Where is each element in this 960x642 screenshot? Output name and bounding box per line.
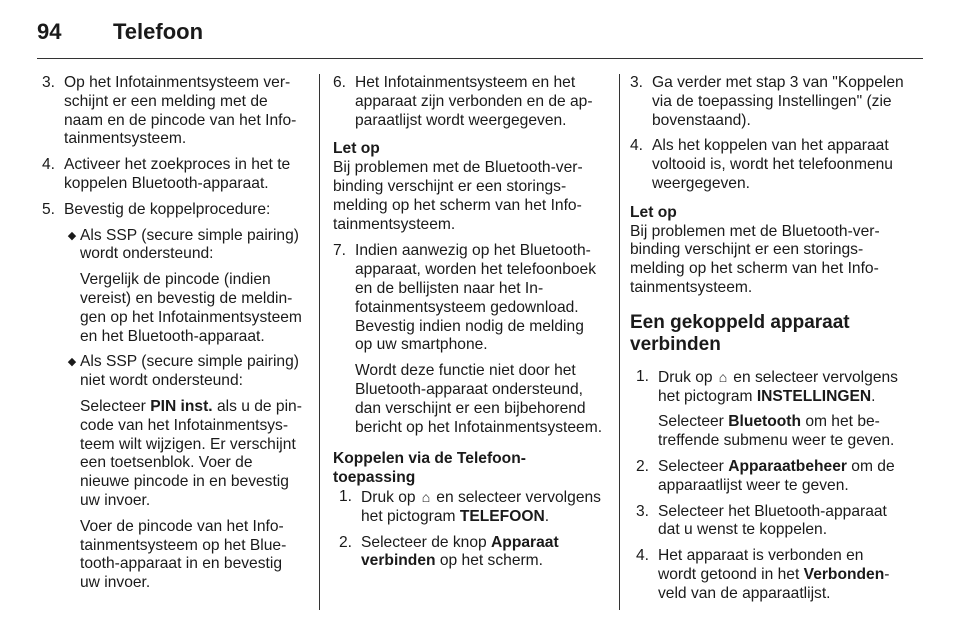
step-text: Het apparaat is verbonden en wordt getoond in het Verbonden-veld van de apparaatlijst. <box>658 547 890 602</box>
step-number: 4. <box>42 156 56 174</box>
step-4 <box>630 137 904 193</box>
step-number: 5. <box>42 200 56 218</box>
step-number: 2. <box>339 533 353 551</box>
step-number: 1. <box>339 487 353 505</box>
bullet-subtext: Vergelijk de pincode (indien vereist) en bevestig de meldingen op het Infotainmentsysteem en het Bluetooth-apparaat. <box>80 271 302 345</box>
page-title: Telefoon <box>113 19 204 44</box>
diamond-bullet-icon: ◆ <box>67 229 77 242</box>
step-number: 2. <box>636 457 650 475</box>
note-box <box>630 204 904 298</box>
note-title: Let op <box>333 140 380 158</box>
koppel-step-2 <box>339 534 605 572</box>
note-text: Bij problemen met de Bluetooth-verbinding verschijnt er een storingsmelding op het scherm van het Infotainmentsysteem. <box>333 159 583 233</box>
step-number: 6. <box>333 74 347 91</box>
step-subtext: Selecteer Bluetooth om het betreffende submenu weer te geven. <box>658 413 895 450</box>
home-icon: ⌂ <box>718 368 728 385</box>
bullet-text: Als SSP (secure simple pairing) niet wordt ondersteund: <box>80 353 299 390</box>
step-text: Selecteer het Bluetooth-apparaat dat u wenst te koppelen. <box>658 502 887 539</box>
step-7 <box>333 242 605 437</box>
step-5 <box>42 201 304 593</box>
step-number: 7. <box>333 242 347 260</box>
bullet-subtext: Selecteer PIN inst. als u de pincode van het Infotainmentsysteem wilt wijzigen. Er verschijnt een toetsenblok. Voer de nieuwe pincode in en bevestig uw invoer. <box>80 397 302 509</box>
bullet-text: Als SSP (secure simple pairing) wordt ondersteund: <box>80 226 299 263</box>
step-text: Het Infotainmentsysteem en het apparaat zijn verbonden en de apparaatlijst wordt weergegeven. <box>355 74 593 129</box>
step-text: Druk op ⌂ en selecteer vervolgens het pictogram TELEFOON. <box>361 488 601 525</box>
step-text: Op het Infotainmentsysteem verschijnt er een melding met de naam en de pincode van het Infotainmentsysteem. <box>64 74 297 148</box>
step-text: Selecteer Apparaatbeheer om de apparaatlijst weer te geven. <box>658 457 895 494</box>
diamond-bullet-icon: ◆ <box>67 356 77 369</box>
column-divider <box>319 74 320 610</box>
connect-step-2 <box>636 458 904 496</box>
header-rule <box>37 58 923 59</box>
home-icon: ⌂ <box>421 488 431 505</box>
step-text: Selecteer de knop Apparaat verbinden op het scherm. <box>361 533 559 570</box>
step-text: Als het koppelen van het apparaat voltooid is, wordt het telefoonmenu weergegeven. <box>652 137 893 192</box>
column-divider <box>619 74 620 610</box>
step-number: 1. <box>636 367 650 385</box>
step-subtext: Wordt deze functie niet door het Bluetooth-apparaat ondersteund, dan verschijnt er een bijbehorend bericht op het Infotainmentsysteem. <box>355 362 603 436</box>
connect-step-3 <box>636 503 904 541</box>
section-heading: Een gekoppeld apparaat verbinden <box>630 311 850 355</box>
connect-step-1 <box>636 368 904 451</box>
subheading-telefoon-toepassing: Koppelen via de Telefoon-toepassing <box>333 450 526 487</box>
step-number: 3. <box>636 502 650 520</box>
bullet-subtext: Voer de pincode van het Infotainmentsysteem op het Bluetooth-apparaat in en bevestig uw invoer. <box>80 517 287 592</box>
step-6 <box>333 74 605 130</box>
step-3 <box>42 74 304 149</box>
note-title: Let op <box>630 203 677 221</box>
step-4 <box>42 156 304 194</box>
column-2 <box>333 74 605 578</box>
note-box <box>333 140 605 234</box>
step-number: 3. <box>42 74 56 91</box>
step-text: Bevestig de koppelprocedure: <box>64 200 271 218</box>
step-3 <box>630 74 904 130</box>
step-number: 3. <box>630 74 644 91</box>
step-number: 4. <box>636 547 650 565</box>
column-3 <box>630 74 904 611</box>
note-text: Bij problemen met de Bluetooth-verbinding verschijnt er een storingsmelding op het scherm van het Infotainmentsysteem. <box>630 222 880 296</box>
step-text: Indien aanwezig op het Bluetooth-apparaat, worden het telefoonboek en de bellijsten naar het Infotainmentsysteem gedownload. Bevestig indien nodig de melding op uw smartphone. <box>355 242 597 354</box>
koppel-step-1 <box>339 488 605 527</box>
step-text: Ga verder met stap 3 van "Koppelen via de toepassing Instellingen" (zie bovenstaand). <box>652 74 904 129</box>
step-text: Activeer het zoekproces in het te koppelen Bluetooth-apparaat. <box>64 156 291 192</box>
column-1 <box>42 74 304 600</box>
step-number: 4. <box>630 137 644 155</box>
page-number: 94 <box>37 19 62 44</box>
connect-step-4 <box>636 547 904 603</box>
bullet-ssp-not-supported <box>64 353 304 593</box>
page-header <box>37 14 203 50</box>
step-text: Druk op ⌂ en selecteer vervolgens het pictogram INSTELLINGEN. <box>658 368 898 405</box>
bullet-ssp-supported <box>64 227 304 347</box>
